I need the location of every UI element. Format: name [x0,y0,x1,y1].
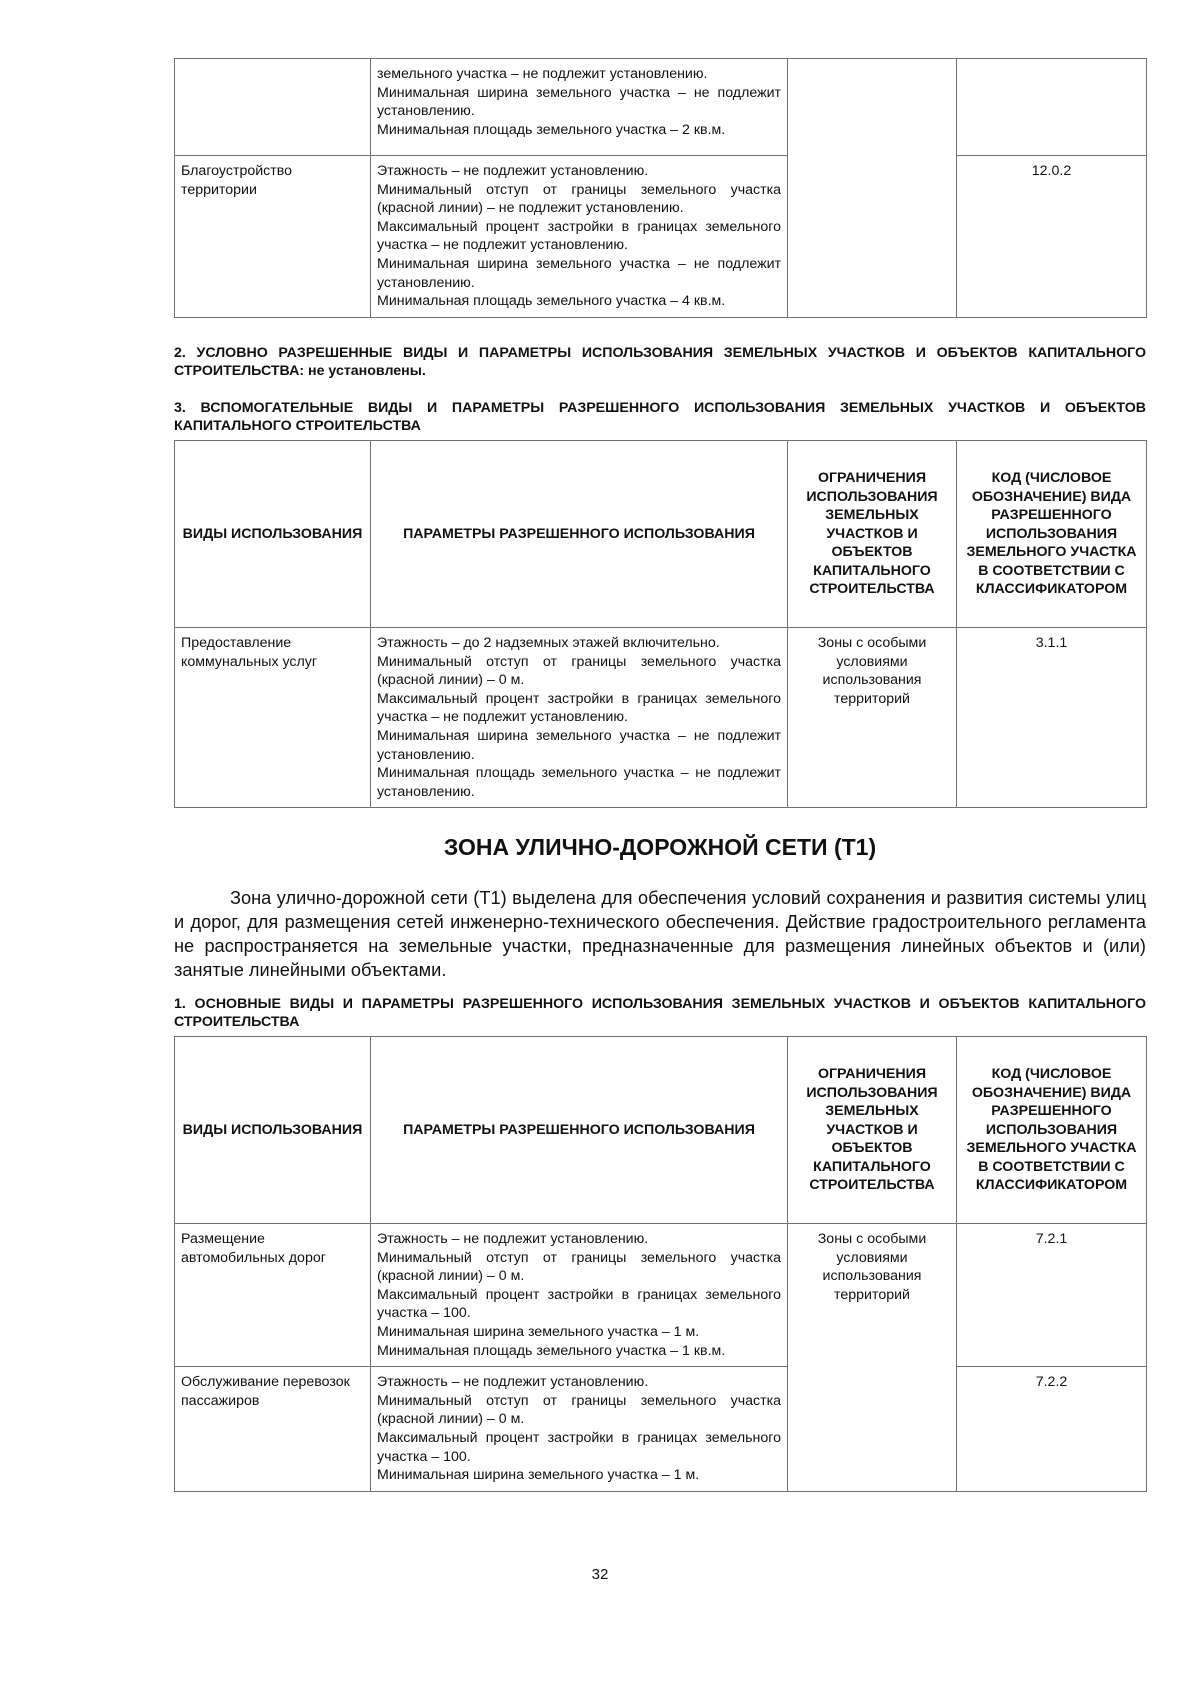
param-line: Этажность – не подлежит установлению. [377,1374,649,1391]
params-cell [371,59,788,156]
code-cell [957,59,1147,156]
param-line: Минимальная ширина земельного участка – не подлежит установлению. [377,727,781,763]
use-cell [175,59,371,156]
param-line: Максимальный процент застройки в границах земельного участка – не подлежит установлению. [377,218,781,254]
params-cell [371,628,788,808]
param-line: Минимальная ширина земельного участка – 1 м. [377,1467,700,1484]
header-params: ПАРАМЕТРЫ РАЗРЕШЕННОГО ИСПОЛЬЗОВАНИЯ [371,1037,788,1224]
use-cell: Размещение автомобильных дорог [175,1224,371,1367]
param-line: Минимальный отступ от границы земельного участка (красной линии) – не подлежит установлению. [377,181,781,217]
code-cell: 7.2.1 [957,1224,1147,1367]
page-number: 32 [591,1566,609,1583]
param-line: Минимальная ширина земельного участка – не подлежит установлению. [377,255,781,291]
param-line: Этажность – до 2 надземных этажей включительно. [377,635,720,651]
table-top-continuation [174,58,1147,318]
param-line: Минимальный отступ от границы земельного участка (красной линии) – 0 м. [377,653,781,689]
code-cell: 7.2.2 [957,1367,1147,1492]
table-header-row [175,441,1147,628]
table-row [175,59,1147,156]
table-header-row [175,1037,1147,1224]
use-cell: Предоставление коммунальных услуг [175,628,371,808]
header-use: ВИДЫ ИСПОЛЬЗОВАНИЯ [175,1037,371,1224]
params-cell [371,1224,788,1367]
param-line: Этажность – не подлежит установлению. [377,1231,649,1247]
table-row [175,628,1147,808]
param-line: Максимальный процент застройки в границах земельного участка – 100. [377,1286,781,1322]
section-2-heading: 2. УСЛОВНО РАЗРЕШЕННЫЕ ВИДЫ И ПАРАМЕТРЫ ИСПОЛЬЗОВАНИЯ ЗЕМЕЛЬНЫХ УЧАСТКОВ И ОБЪЕКТОВ КАПИТАЛЬНОГО СТРОИТЕЛЬСТВА: не установлены. [174,345,1146,379]
param-line: Минимальная площадь земельного участка – 1 кв.м. [377,1342,726,1359]
restrictions-cell [788,59,957,318]
restrictions-cell: Зоны с особыми условиями использования территорий [788,628,957,808]
table-row [175,1367,1147,1492]
zone-intro-paragraph: Зона улично-дорожной сети (Т1) выделена для обеспечения условий сохранения и развития системы улиц и дорог, для размещения сетей инженерно-технического обеспечения. Действие градостроительного регламента не распространяется на земельные участки, предназначенные для размещения линейных объектов и (или) занятые линейными объектами. [174,888,1146,980]
param-line: Минимальная ширина земельного участка – не подлежит установлению. [377,84,781,120]
param-line: Минимальная ширина земельного участка – 1 м. [377,1323,700,1340]
header-params: ПАРАМЕТРЫ РАЗРЕШЕННОГО ИСПОЛЬЗОВАНИЯ [371,441,788,628]
header-code: КОД (ЧИСЛОВОЕ ОБОЗНАЧЕНИЕ) ВИДА РАЗРЕШЕННОГО ИСПОЛЬЗОВАНИЯ ЗЕМЕЛЬНОГО УЧАСТКА В СООТВЕТСТВИИ С КЛАССИФИКАТОРОМ [957,441,1147,628]
param-line: Минимальная площадь земельного участка – не подлежит установлению. [377,765,781,800]
param-line: Минимальный отступ от границы земельного участка (красной линии) – 0 м. [377,1249,781,1285]
restrictions-cell: Зоны с особыми условиями использования территорий [788,1224,957,1492]
params-cell [371,156,788,318]
use-cell: Благоустройство территории [175,156,371,318]
table-row [175,1224,1147,1367]
param-line: Максимальный процент застройки в границах земельного участка – 100. [377,1429,781,1465]
param-line: Минимальный отступ от границы земельного участка (красной линии) – 0 м. [377,1392,781,1428]
section-3-heading: 3. ВСПОМОГАТЕЛЬНЫЕ ВИДЫ И ПАРАМЕТРЫ РАЗРЕШЕННОГО ИСПОЛЬЗОВАНИЯ ЗЕМЕЛЬНЫХ УЧАСТКОВ И ОБЪЕКТОВ КАПИТАЛЬНОГО СТРОИТЕЛЬСТВА [174,400,1146,434]
param-line: Минимальная площадь земельного участка – 4 кв.м. [377,293,726,310]
param-line: Минимальная площадь земельного участка – 2 кв.м. [377,121,726,138]
table-main-uses [174,1036,1147,1492]
param-line: Максимальный процент застройки в границах земельного участка – не подлежит установлению. [377,690,781,726]
code-cell: 3.1.1 [957,628,1147,808]
table-row [175,156,1147,318]
params-cell [371,1367,788,1492]
header-use: ВИДЫ ИСПОЛЬЗОВАНИЯ [175,441,371,628]
header-restrictions: ОГРАНИЧЕНИЯ ИСПОЛЬЗОВАНИЯ ЗЕМЕЛЬНЫХ УЧАСТКОВ И ОБЪЕКТОВ КАПИТАЛЬНОГО СТРОИТЕЛЬСТВА [788,441,957,628]
use-cell: Обслуживание перевозок пассажиров [175,1367,371,1492]
param-line: земельного участка – не подлежит установлению. [377,66,708,82]
code-cell: 12.0.2 [957,156,1147,318]
header-code: КОД (ЧИСЛОВОЕ ОБОЗНАЧЕНИЕ) ВИДА РАЗРЕШЕННОГО ИСПОЛЬЗОВАНИЯ ЗЕМЕЛЬНОГО УЧАСТКА В СООТВЕТСТВИИ С КЛАССИФИКАТОРОМ [957,1037,1147,1224]
section-1-heading: 1. ОСНОВНЫЕ ВИДЫ И ПАРАМЕТРЫ РАЗРЕШЕННОГО ИСПОЛЬЗОВАНИЯ ЗЕМЕЛЬНЫХ УЧАСТКОВ И ОБЪЕКТОВ КАПИТАЛЬНОГО СТРОИТЕЛЬСТВА [174,996,1146,1030]
zone-title: ЗОНА УЛИЧНО-ДОРОЖНОЙ СЕТИ (Т1) [443,834,877,860]
header-restrictions: ОГРАНИЧЕНИЯ ИСПОЛЬЗОВАНИЯ ЗЕМЕЛЬНЫХ УЧАСТКОВ И ОБЪЕКТОВ КАПИТАЛЬНОГО СТРОИТЕЛЬСТВА [788,1037,957,1224]
table-auxiliary-uses [174,440,1147,808]
param-line: Этажность – не подлежит установлению. [377,163,649,179]
